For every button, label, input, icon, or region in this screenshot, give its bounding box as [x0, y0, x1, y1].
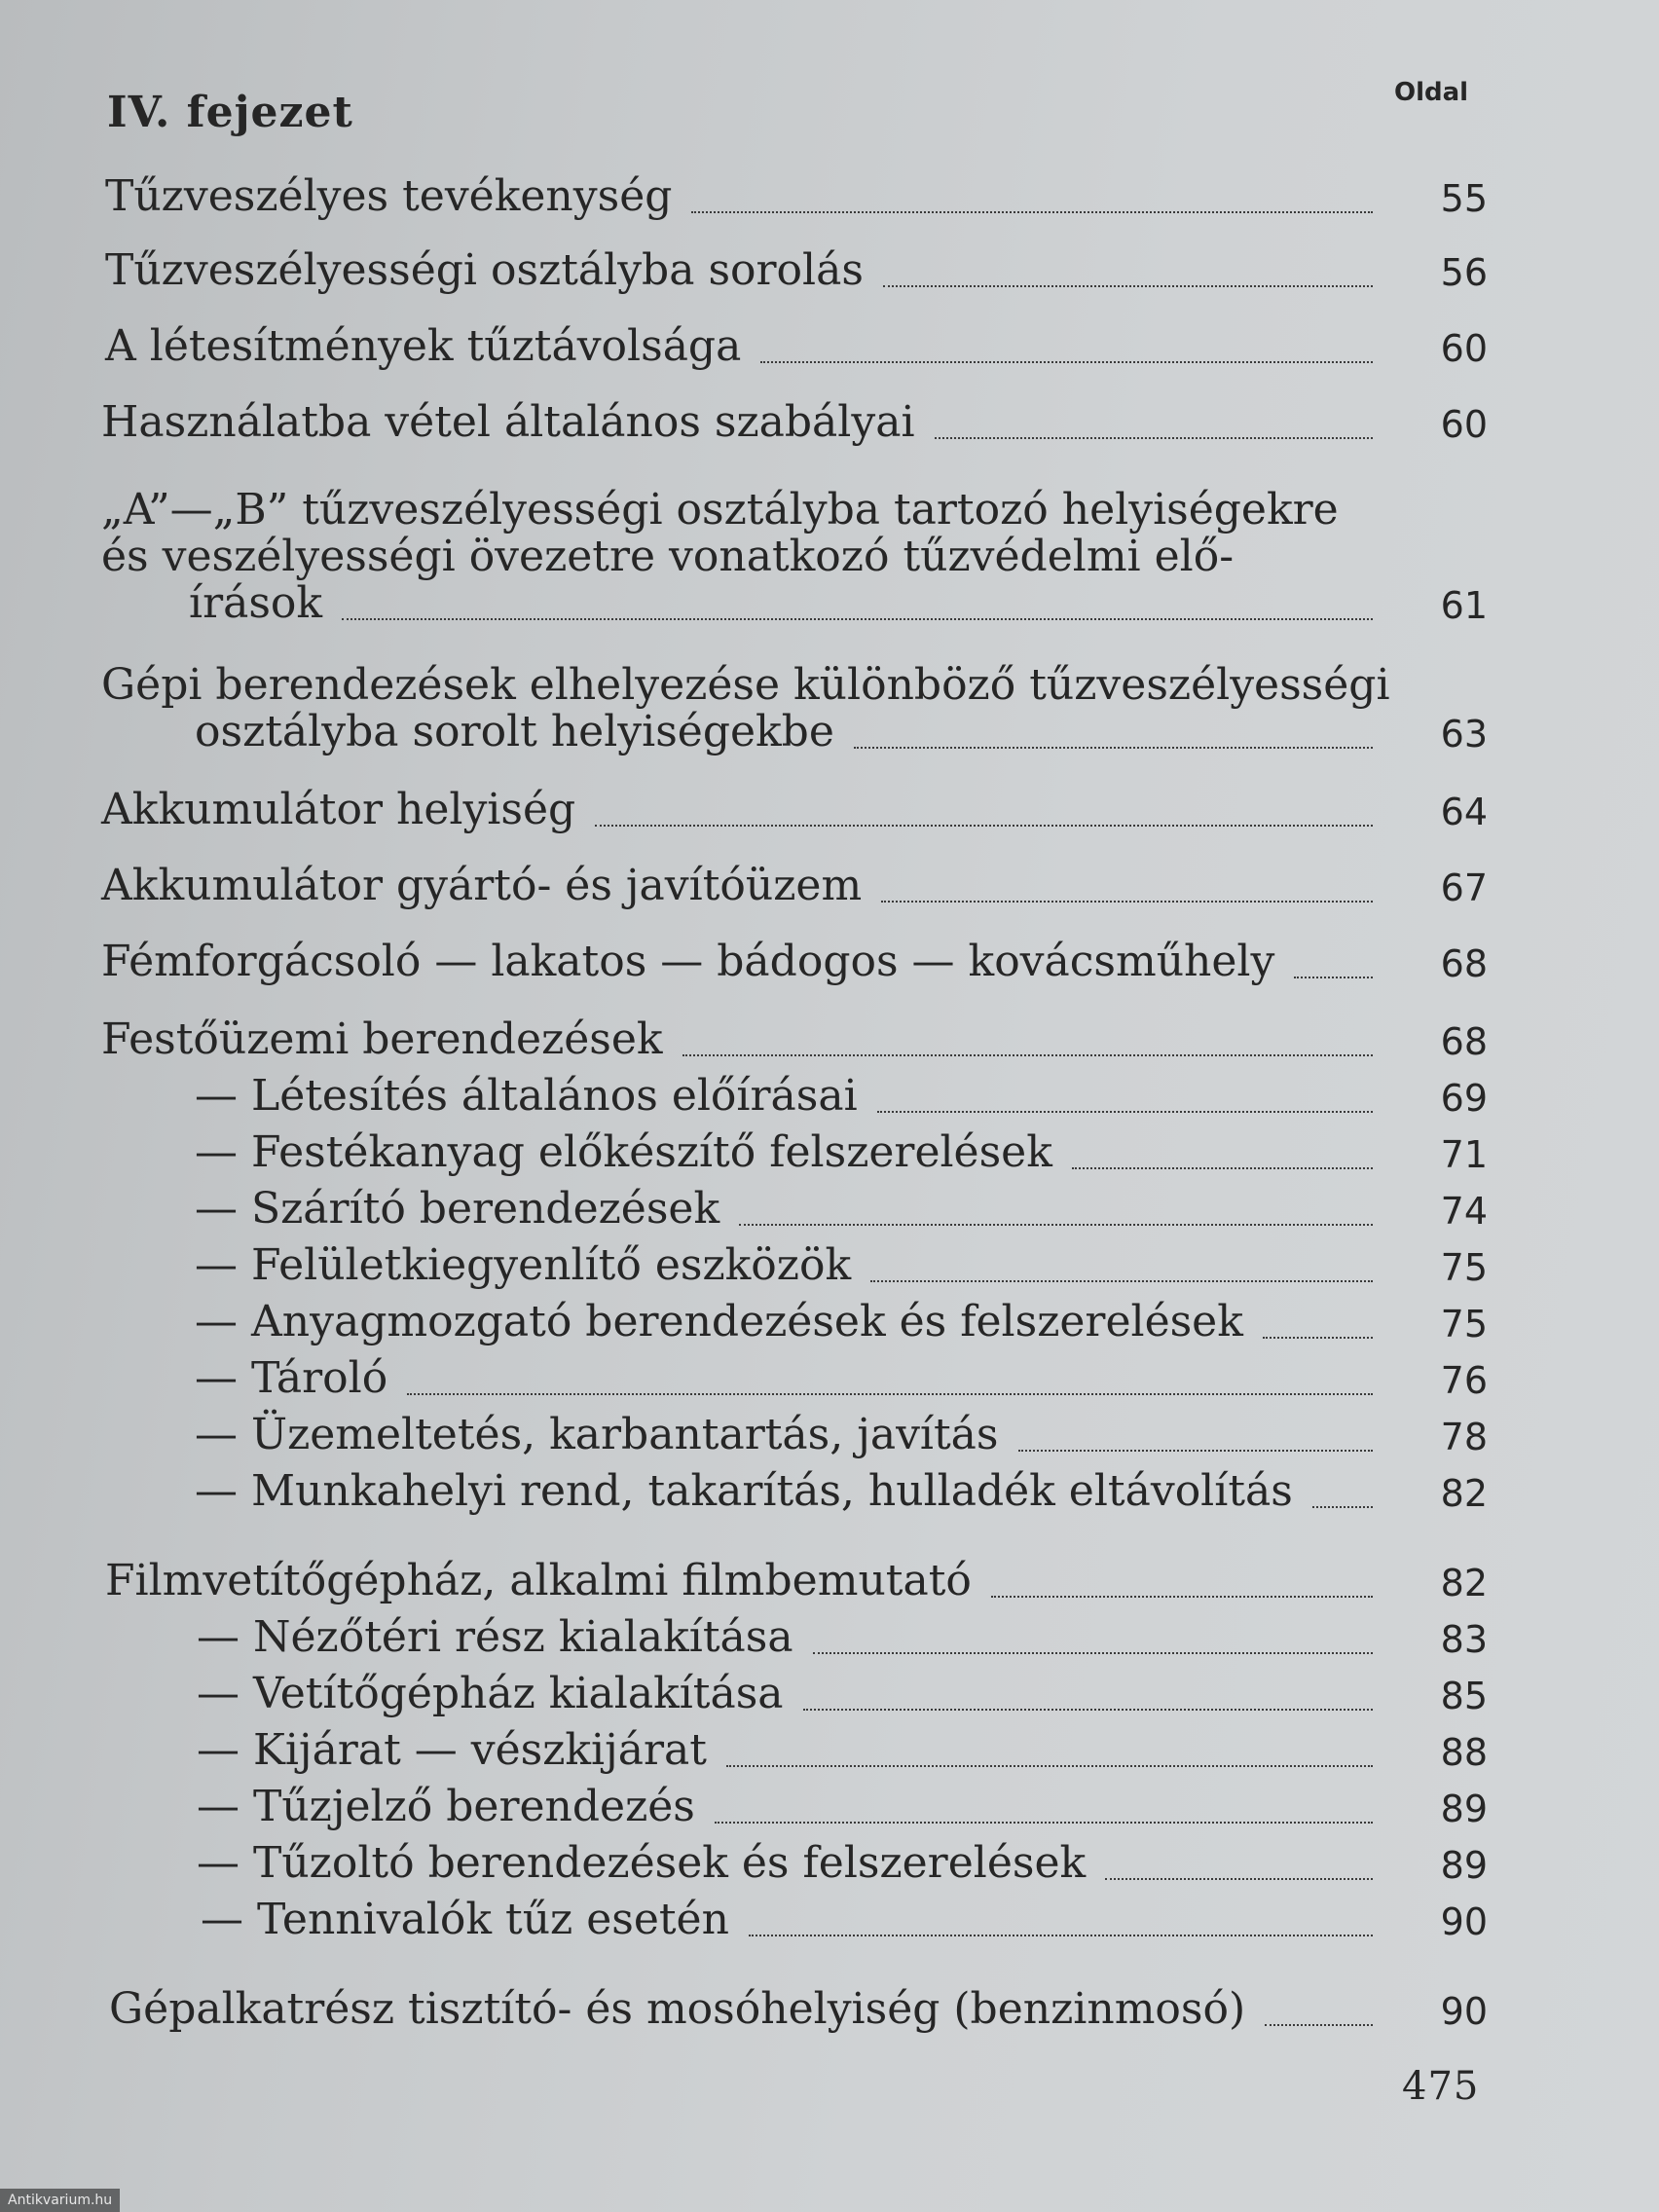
- toc-entry-page: 75: [1440, 1303, 1488, 1346]
- dot-leader: [935, 436, 1373, 439]
- toc-entry-title-line: Gépi berendezések elhelyezése különböző tűzveszélyességi: [101, 660, 1390, 710]
- dot-leader: [1072, 1166, 1373, 1169]
- toc-entry-title: — Vetítőgépház kialakítása: [197, 1669, 784, 1718]
- toc-subentry: [195, 1299, 1488, 1346]
- toc-entry-page: 74: [1440, 1190, 1488, 1233]
- toc-entry-title: — Festékanyag előkészítő felszerelések: [195, 1127, 1052, 1177]
- toc-entry-title: Gépalkatrész tisztító- és mosóhelyiség (benzinmosó): [109, 1984, 1246, 2034]
- toc-entry-title: osztályba sorolt helyiségekbe: [195, 707, 834, 756]
- toc-entry: [105, 323, 1488, 370]
- toc-entry-page: 68: [1440, 1020, 1488, 1063]
- toc-entry-title-line: „A”—„B” tűzveszélyességi osztályba tartozó helyiségekre: [101, 485, 1339, 535]
- toc-entry-page: 71: [1440, 1133, 1488, 1176]
- dot-leader: [854, 746, 1373, 749]
- toc-entry-title: Tűzveszélyességi osztályba sorolás: [105, 245, 864, 295]
- dot-leader: [1294, 976, 1373, 978]
- toc-entry-title: — Anyagmozgató berendezések és felszerelések: [195, 1297, 1243, 1346]
- dot-leader: [991, 1595, 1373, 1598]
- toc-entry-page: 89: [1440, 1788, 1488, 1830]
- dot-leader: [715, 1821, 1373, 1824]
- toc-entry: [105, 173, 1488, 220]
- toc-entry-page: 55: [1440, 177, 1488, 220]
- toc-entry: [101, 939, 1488, 985]
- toc-entry-title: — Munkahelyi rend, takarítás, hulladék eltávolítás: [195, 1466, 1293, 1516]
- toc-entry-title: Akkumulátor gyártó- és javítóüzem: [101, 861, 863, 910]
- toc-entry-title: — Tennivalók tűz esetén: [201, 1895, 729, 1944]
- toc-entry-page: 63: [1440, 713, 1488, 756]
- dot-leader: [1263, 1336, 1373, 1339]
- dot-leader: [1312, 1505, 1373, 1508]
- toc-subentry: [201, 1897, 1488, 1943]
- toc-entry-page: 60: [1440, 403, 1488, 446]
- toc-entry-page: 82: [1440, 1562, 1488, 1604]
- dot-leader: [760, 360, 1373, 363]
- toc-entry-title: Használatba vétel általános szabályai: [101, 397, 915, 447]
- toc-subentry: [195, 1073, 1488, 1120]
- toc-subentry: [195, 1242, 1488, 1289]
- toc-entry: [101, 1016, 1488, 1063]
- toc-entry-page: 68: [1440, 942, 1488, 985]
- dot-leader: [1265, 2023, 1373, 2026]
- toc-entry-page: 61: [1440, 584, 1488, 627]
- toc-entry-page: 88: [1440, 1731, 1488, 1774]
- toc-entry-title: — Létesítés általános előírásai: [195, 1071, 858, 1121]
- toc-entry-page: 56: [1440, 251, 1488, 294]
- toc-entry-title: — Tároló: [195, 1353, 388, 1403]
- toc-entry-page: 89: [1440, 1844, 1488, 1887]
- toc-entry-page: 85: [1440, 1675, 1488, 1717]
- toc-subentry: [197, 1671, 1488, 1717]
- dot-leader: [813, 1651, 1373, 1654]
- dot-leader: [739, 1223, 1373, 1226]
- toc-entry-title: Akkumulátor helyiség: [101, 785, 576, 834]
- toc-entry-title-line: és veszélyességi övezetre vonatkozó tűzvédelmi elő-: [101, 532, 1235, 581]
- toc-subentry: [197, 1840, 1488, 1887]
- page-column-header: Oldal: [1394, 78, 1469, 107]
- toc-entry-page: 82: [1440, 1472, 1488, 1515]
- toc-entry-page: 64: [1440, 791, 1488, 833]
- source-watermark: Antikvarium.hu: [0, 2189, 120, 2212]
- dot-leader: [682, 1053, 1373, 1056]
- dot-leader: [595, 824, 1373, 827]
- toc-entry-page: 69: [1440, 1077, 1488, 1120]
- toc-entry: [105, 1558, 1488, 1604]
- toc-entry-title: — Nézőtéri rész kialakítása: [197, 1612, 793, 1662]
- toc-entry-title: — Felületkiegyenlítő eszközök: [195, 1240, 852, 1290]
- dot-leader: [1105, 1877, 1373, 1880]
- toc-entry: [105, 247, 1488, 294]
- toc-entry-page: 76: [1440, 1359, 1488, 1402]
- dot-leader: [883, 284, 1373, 287]
- dot-leader: [749, 1934, 1373, 1936]
- toc-entry: [101, 787, 1488, 833]
- toc-entry-page: 67: [1440, 866, 1488, 909]
- toc-entry: [101, 399, 1488, 446]
- dot-leader: [691, 210, 1373, 213]
- toc-entry-page: 90: [1440, 1990, 1488, 2033]
- toc-subentry: [197, 1727, 1488, 1774]
- toc-subentry: [195, 1412, 1488, 1458]
- toc-entry: [101, 863, 1488, 909]
- toc-subentry: [197, 1614, 1488, 1661]
- toc-entry-title: — Tűzjelző berendezés: [197, 1782, 695, 1831]
- dot-leader: [726, 1764, 1373, 1767]
- toc-entry-title: — Tűzoltó berendezések és felszerelések: [197, 1838, 1087, 1888]
- toc-entry-title: Fémforgácsoló — lakatos — bádogos — kovácsműhely: [101, 937, 1275, 986]
- dot-leader: [881, 900, 1373, 903]
- toc-entry-title: — Üzemeltetés, karbantartás, javítás: [195, 1410, 999, 1459]
- toc-entry: [195, 709, 1488, 756]
- toc-entry-page: 90: [1440, 1900, 1488, 1943]
- page-number: 475: [1402, 2064, 1480, 2109]
- toc-entry-title: írások: [189, 578, 323, 628]
- toc-entry-page: 78: [1440, 1416, 1488, 1458]
- chapter-heading: IV. fejezet: [107, 88, 353, 137]
- toc-subentry: [195, 1468, 1488, 1515]
- toc-entry-title: A létesítmények tűztávolsága: [105, 321, 742, 371]
- dot-leader: [342, 617, 1373, 620]
- toc-entry-title: — Szárító berendezések: [195, 1184, 720, 1234]
- toc-subentry: [197, 1784, 1488, 1830]
- dot-leader: [407, 1392, 1373, 1395]
- toc-entry-page: 83: [1440, 1618, 1488, 1661]
- toc-entry-title: Festőüzemi berendezések: [101, 1014, 663, 1064]
- toc-subentry: [195, 1129, 1488, 1176]
- toc-entry: [189, 580, 1488, 627]
- dot-leader: [1018, 1449, 1374, 1452]
- toc-subentry: [195, 1186, 1488, 1233]
- dot-leader: [803, 1708, 1373, 1711]
- toc-entry-page: 60: [1440, 327, 1488, 370]
- toc-subentry: [195, 1355, 1488, 1402]
- toc-entry-page: 75: [1440, 1246, 1488, 1289]
- toc-entry: [109, 1986, 1488, 2033]
- toc-entry-title: Filmvetítőgépház, alkalmi filmbemutató: [105, 1556, 972, 1605]
- dot-leader: [877, 1110, 1373, 1113]
- toc-entry-title: Tűzveszélyes tevékenység: [105, 171, 673, 221]
- dot-leader: [870, 1279, 1373, 1282]
- toc-entry-title: — Kijárat — vészkijárat: [197, 1725, 707, 1775]
